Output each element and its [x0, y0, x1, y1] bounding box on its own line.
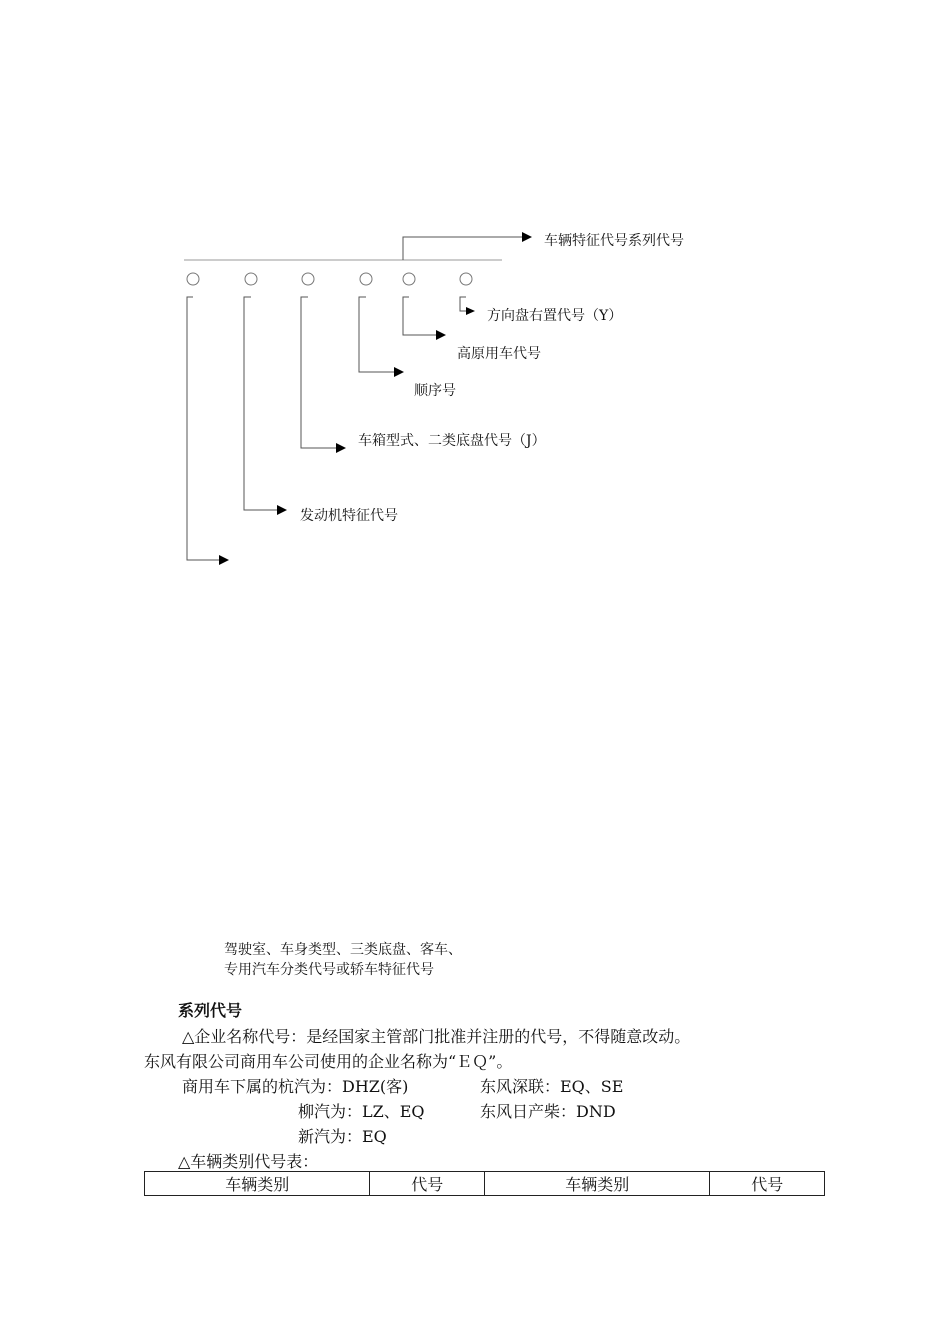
series-code-label: 车辆特征代号系列代号: [544, 233, 684, 249]
diagram-lines: [0, 0, 950, 620]
code-slot-1: [187, 273, 199, 285]
code-structure-diagram: [0, 0, 950, 620]
plateau-connector: [403, 297, 436, 335]
engine-code-label: 发动机特征代号: [300, 508, 398, 524]
code-slot-6: [460, 273, 472, 285]
code-slot-3: [302, 273, 314, 285]
engine-connector: [244, 297, 277, 510]
table-header-row: [145, 1172, 825, 1196]
plateau-arrow: [436, 330, 446, 340]
codes-row-3-left: 新汽为：EQ: [298, 1127, 387, 1146]
section-heading: 系列代号: [178, 1001, 243, 1020]
sequence-connector: [359, 297, 394, 372]
class-arrow: [219, 555, 229, 565]
table-header-cell: 代号: [710, 1172, 825, 1196]
series-arrow: [522, 232, 532, 242]
class-connector: [187, 297, 219, 560]
codes-row-1-left: 商用车下属的杭汽为：DHZ(客): [182, 1077, 409, 1096]
engine-arrow: [277, 505, 287, 515]
body-type-connector: [301, 297, 336, 448]
sequence-arrow: [394, 367, 404, 377]
steering-code-label: 方向盘右置代号（Y）: [487, 308, 623, 324]
table-header-cell: 代号: [370, 1172, 485, 1196]
steering-arrow: [466, 307, 475, 315]
code-slot-4: [360, 273, 372, 285]
sequence-label: 顺序号: [414, 383, 456, 399]
plateau-code-label: 高原用车代号: [457, 346, 541, 362]
codes-row-2-right: 东风日产柴：DND: [480, 1102, 616, 1121]
table-intro: △车辆类别代号表：: [178, 1152, 319, 1171]
body-type-arrow: [336, 443, 346, 453]
steering-connector: [460, 297, 466, 311]
vehicle-class-table: [144, 1171, 825, 1196]
class-note-line-1: 驾驶室、车身类型、三类底盘、客车、: [224, 942, 462, 958]
table-header-cell: 车辆类别: [145, 1172, 370, 1196]
code-slot-5: [403, 273, 415, 285]
table-header-cell: 车辆类别: [484, 1172, 709, 1196]
codes-row-1-right: 东风深联：EQ、SE: [480, 1077, 624, 1096]
body-type-label: 车箱型式、二类底盘代号（J）: [358, 433, 546, 449]
paragraph-2: 东风有限公司商用车公司使用的企业名称为“ＥＱ”。: [144, 1052, 513, 1071]
code-slot-2: [245, 273, 257, 285]
paragraph-1: △企业名称代号：是经国家主管部门批准并注册的代号，不得随意改动。: [182, 1027, 691, 1046]
class-note-line-2: 专用汽车分类代号或轿车特征代号: [224, 962, 434, 978]
codes-row-2-left: 柳汽为：LZ、EQ: [298, 1102, 425, 1121]
series-connector: [403, 237, 522, 260]
